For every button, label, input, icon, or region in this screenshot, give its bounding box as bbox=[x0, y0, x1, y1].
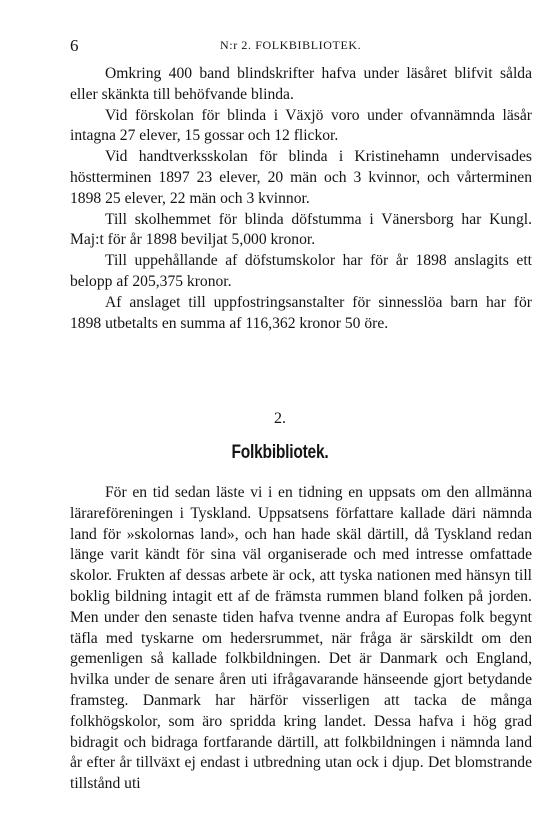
section-two-text bbox=[70, 483, 532, 795]
paragraph: Af anslaget till uppfostringsanstalter för sinnesslöa barn har för 1898 utbetalts en summa af 116,362 kronor 50 öre. bbox=[70, 293, 532, 332]
paragraph: Vid förskolan för blinda i Växjö voro under ofvannämnda läsår intagna 27 elever, 15 gossar och 12 flickor. bbox=[70, 106, 532, 145]
page-number: 6 bbox=[70, 36, 79, 55]
section-one-text bbox=[70, 64, 532, 334]
paragraph: Omkring 400 band blindskrifter hafva under läsåret blifvit sålda eller skänkta till behöfvande blinda. bbox=[70, 65, 532, 103]
paragraph: Till uppehållande af döfstumskolor har för år 1898 anslagits ett belopp af 205,375 kronor. bbox=[70, 252, 532, 290]
journal-header: N:r 2. FOLKBIBLIOTEK. bbox=[220, 38, 362, 52]
paragraph: Vid handtverksskolan för blinda i Kristinehamn undervisades höstterminen 1897 23 elever, 20 män och 3 kvinnor, och vårterminen 1898 25 elever, 22 män och 3 kvinnor. bbox=[70, 148, 532, 207]
section-title: Folkbibliotek. bbox=[231, 442, 329, 463]
section-number: 2. bbox=[274, 410, 286, 427]
running-head bbox=[70, 36, 490, 54]
paragraph: För en tid sedan läste vi i en tidning en uppsats om den allmänna lärareföreningen i Tyskland. Uppsatsens författare kallade däri nämnda land för »skolornas land», och han hade skäl därtill, då Tyskland redan länge varit kändt för sina väl organiserade och med intresse omfattade skolor. Frukten af dessas arbete är ock, att tyska nationen med hänsyn till boklig bildning intagit ett af de främsta rummen bland folken på jorden. Men under den senaste tiden hafva tvenne andra af Europas folk begynt täfla med tyskarne om hedersrummet, när fråga är särskildt om den gemenligen så kallade folkbildningen. Det är Danmark och England, hvilka under de senare åren uti ifrågavarande hänseende gjort betydande framsteg. Danmark har härför visserligen att tacka de många folkhögskolor, som äro spridda kring landet. Dessa hafva i hög grad bidragit och bidraga fortfarande därtill, att folkbildningen i nämnda land år efter år tillväxt ej endast i utbredning utan ock i djup. Det blomstrande tillstånd uti bbox=[70, 484, 532, 793]
paragraph: Till skolhemmet för blinda döfstumma i Vänersborg har Kungl. Maj:t för år 1898 beviljat 5,000 kronor. bbox=[70, 210, 532, 249]
